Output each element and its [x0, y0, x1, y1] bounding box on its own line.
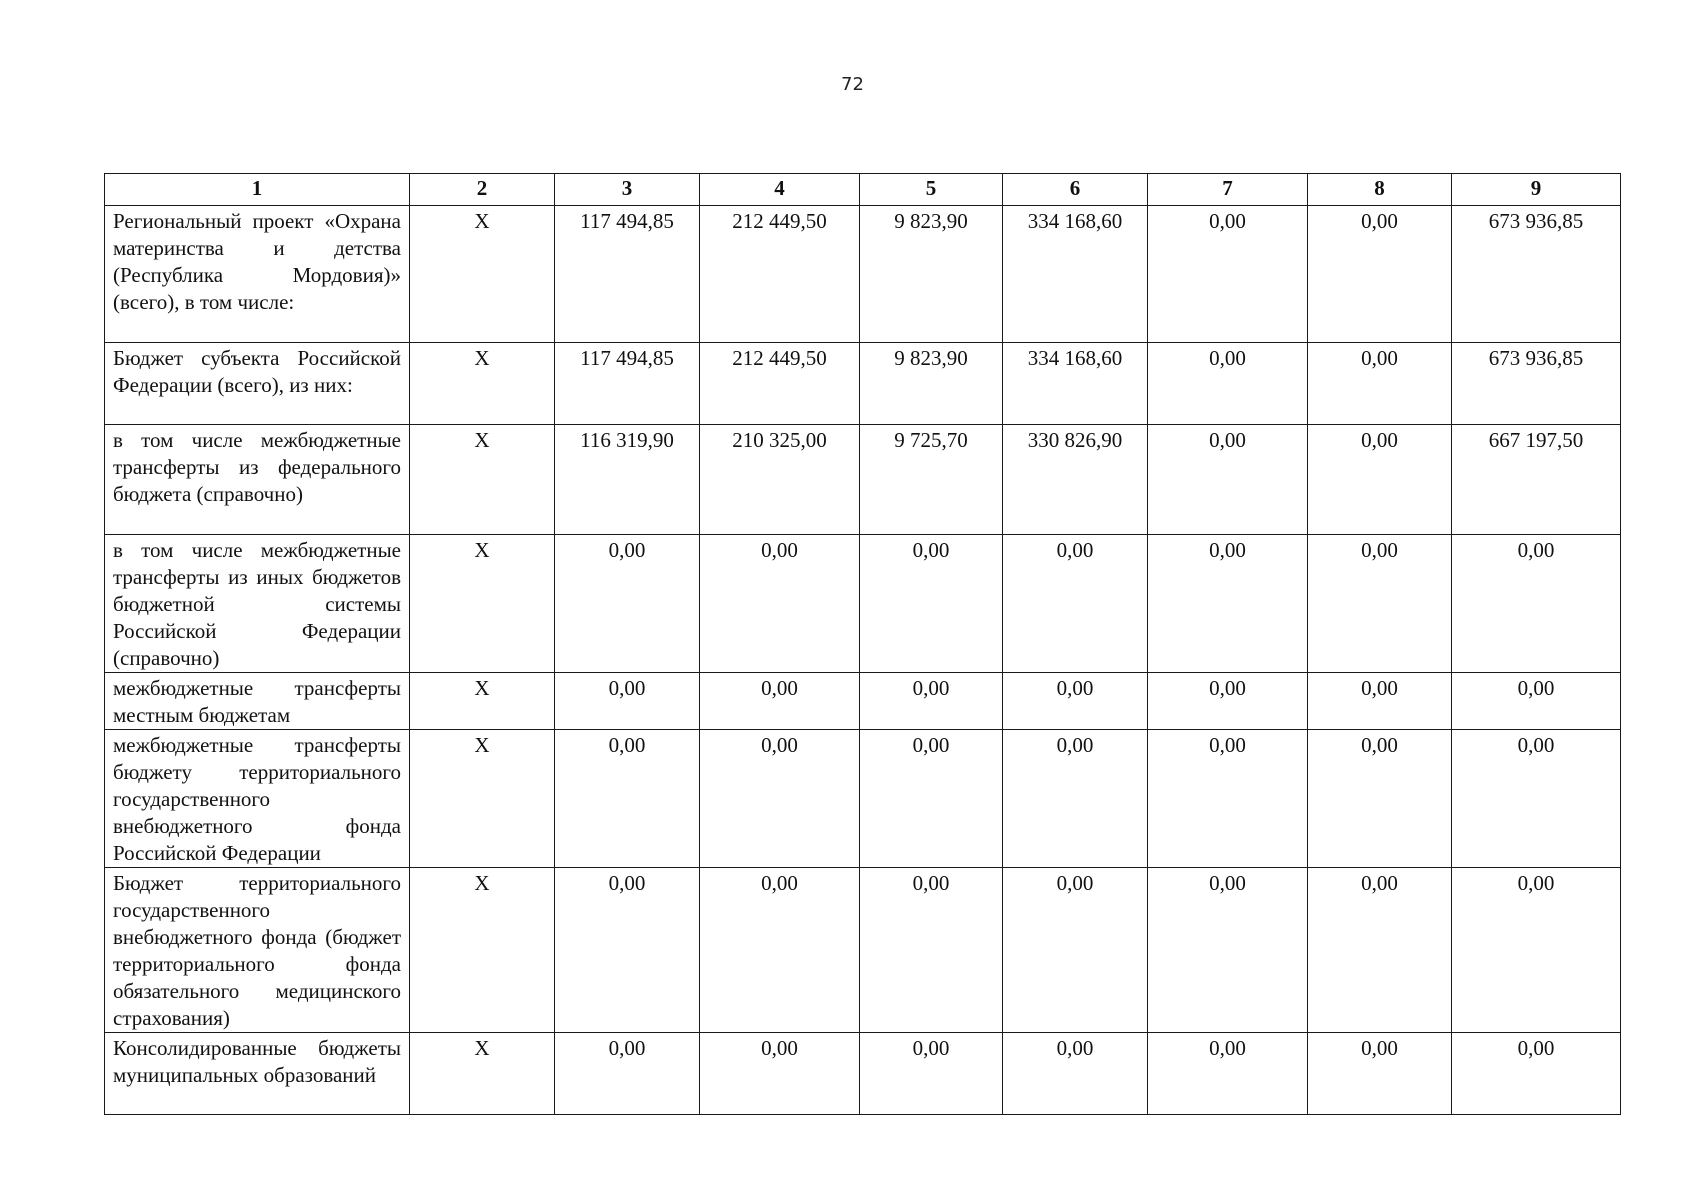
table-row [105, 868, 1621, 1033]
table-cell: 0,00 [1148, 868, 1308, 1033]
table-cell: 0,00 [555, 535, 700, 673]
table-cell: 0,00 [1452, 868, 1621, 1033]
table-cell: 673 936,85 [1452, 206, 1621, 343]
column-header: 7 [1148, 174, 1308, 206]
column-header: 3 [555, 174, 700, 206]
table-cell: 0,00 [1308, 206, 1452, 343]
table-cell: 0,00 [1452, 730, 1621, 868]
column-header: 9 [1452, 174, 1621, 206]
table-cell: 673 936,85 [1452, 343, 1621, 425]
row-label: межбюджетные трансферты местным бюджетам [105, 673, 410, 730]
table-cell: 0,00 [1148, 730, 1308, 868]
table-cell: 212 449,50 [700, 206, 860, 343]
row-label: Региональный проект «Охрана материнства и детства (Республика Мордовия)» (всего), в том числе: [105, 206, 410, 343]
table-cell: 0,00 [700, 730, 860, 868]
row-marker: X [410, 868, 555, 1033]
column-header: 4 [700, 174, 860, 206]
table-cell: 0,00 [555, 868, 700, 1033]
table-cell: 9 823,90 [860, 343, 1003, 425]
row-marker: X [410, 673, 555, 730]
table-cell: 212 449,50 [700, 343, 860, 425]
row-marker: X [410, 535, 555, 673]
table-cell: 0,00 [1308, 730, 1452, 868]
table-cell: 116 319,90 [555, 425, 700, 535]
row-marker: X [410, 1033, 555, 1115]
table-cell: 0,00 [860, 730, 1003, 868]
table-cell: 0,00 [555, 673, 700, 730]
table-cell: 0,00 [1452, 1033, 1621, 1115]
table-cell: 0,00 [555, 1033, 700, 1115]
row-marker: X [410, 425, 555, 535]
table-cell: 0,00 [1308, 868, 1452, 1033]
table-row [105, 730, 1621, 868]
row-label: межбюджетные трансферты бюджету территориального государственного внебюджетного фонда Российской Федерации [105, 730, 410, 868]
table-row [105, 673, 1621, 730]
row-label: в том числе межбюджетные трансферты из иных бюджетов бюджетной системы Российской Федерации (справочно) [105, 535, 410, 673]
table-cell: 334 168,60 [1003, 206, 1148, 343]
row-label: Бюджет субъекта Российской Федерации (всего), из них: [105, 343, 410, 425]
table-cell: 334 168,60 [1003, 343, 1148, 425]
table-cell: 0,00 [1452, 535, 1621, 673]
table-cell: 0,00 [860, 868, 1003, 1033]
table-cell: 9 725,70 [860, 425, 1003, 535]
table-cell: 117 494,85 [555, 206, 700, 343]
table-cell: 0,00 [1003, 535, 1148, 673]
table-row [105, 343, 1621, 425]
page-number: 72 [841, 74, 864, 95]
table-cell: 0,00 [1148, 535, 1308, 673]
table-cell: 0,00 [700, 868, 860, 1033]
table-cell: 0,00 [1308, 425, 1452, 535]
table-cell: 0,00 [700, 673, 860, 730]
table-row [105, 206, 1621, 343]
table-header-row [105, 174, 1621, 206]
row-label: Бюджет территориального государственного внебюджетного фонда (бюджет территориального фонда обязательного медицинского страхования) [105, 868, 410, 1033]
table-cell: 0,00 [700, 1033, 860, 1115]
table-cell: 0,00 [1148, 206, 1308, 343]
table-cell: 667 197,50 [1452, 425, 1621, 535]
table-cell: 0,00 [1308, 1033, 1452, 1115]
row-label: Консолидированные бюджеты муниципальных образований [105, 1033, 410, 1115]
table-cell: 0,00 [1148, 673, 1308, 730]
table-cell: 9 823,90 [860, 206, 1003, 343]
table-cell: 0,00 [1003, 1033, 1148, 1115]
table-cell: 330 826,90 [1003, 425, 1148, 535]
table-cell: 0,00 [555, 730, 700, 868]
table-cell: 210 325,00 [700, 425, 860, 535]
table-cell: 0,00 [1148, 1033, 1308, 1115]
table-cell: 0,00 [1003, 730, 1148, 868]
table-cell: 0,00 [860, 673, 1003, 730]
column-header: 1 [105, 174, 410, 206]
row-marker: X [410, 206, 555, 343]
table-cell: 0,00 [1452, 673, 1621, 730]
row-label: в том числе межбюджетные трансферты из федерального бюджета (справочно) [105, 425, 410, 535]
table-cell: 0,00 [1308, 343, 1452, 425]
row-marker: X [410, 343, 555, 425]
table-cell: 0,00 [700, 535, 860, 673]
table-row [105, 535, 1621, 673]
column-header: 6 [1003, 174, 1148, 206]
table-cell: 0,00 [860, 535, 1003, 673]
table-cell: 0,00 [1308, 535, 1452, 673]
table-cell: 0,00 [1148, 343, 1308, 425]
column-header: 2 [410, 174, 555, 206]
table-cell: 0,00 [1148, 425, 1308, 535]
table-cell: 0,00 [1003, 868, 1148, 1033]
table-cell: 117 494,85 [555, 343, 700, 425]
table-cell: 0,00 [860, 1033, 1003, 1115]
table-row [105, 425, 1621, 535]
budget-table [104, 173, 1621, 1115]
column-header: 8 [1308, 174, 1452, 206]
table-cell: 0,00 [1003, 673, 1148, 730]
row-marker: X [410, 730, 555, 868]
table-row [105, 1033, 1621, 1115]
column-header: 5 [860, 174, 1003, 206]
table-cell: 0,00 [1308, 673, 1452, 730]
